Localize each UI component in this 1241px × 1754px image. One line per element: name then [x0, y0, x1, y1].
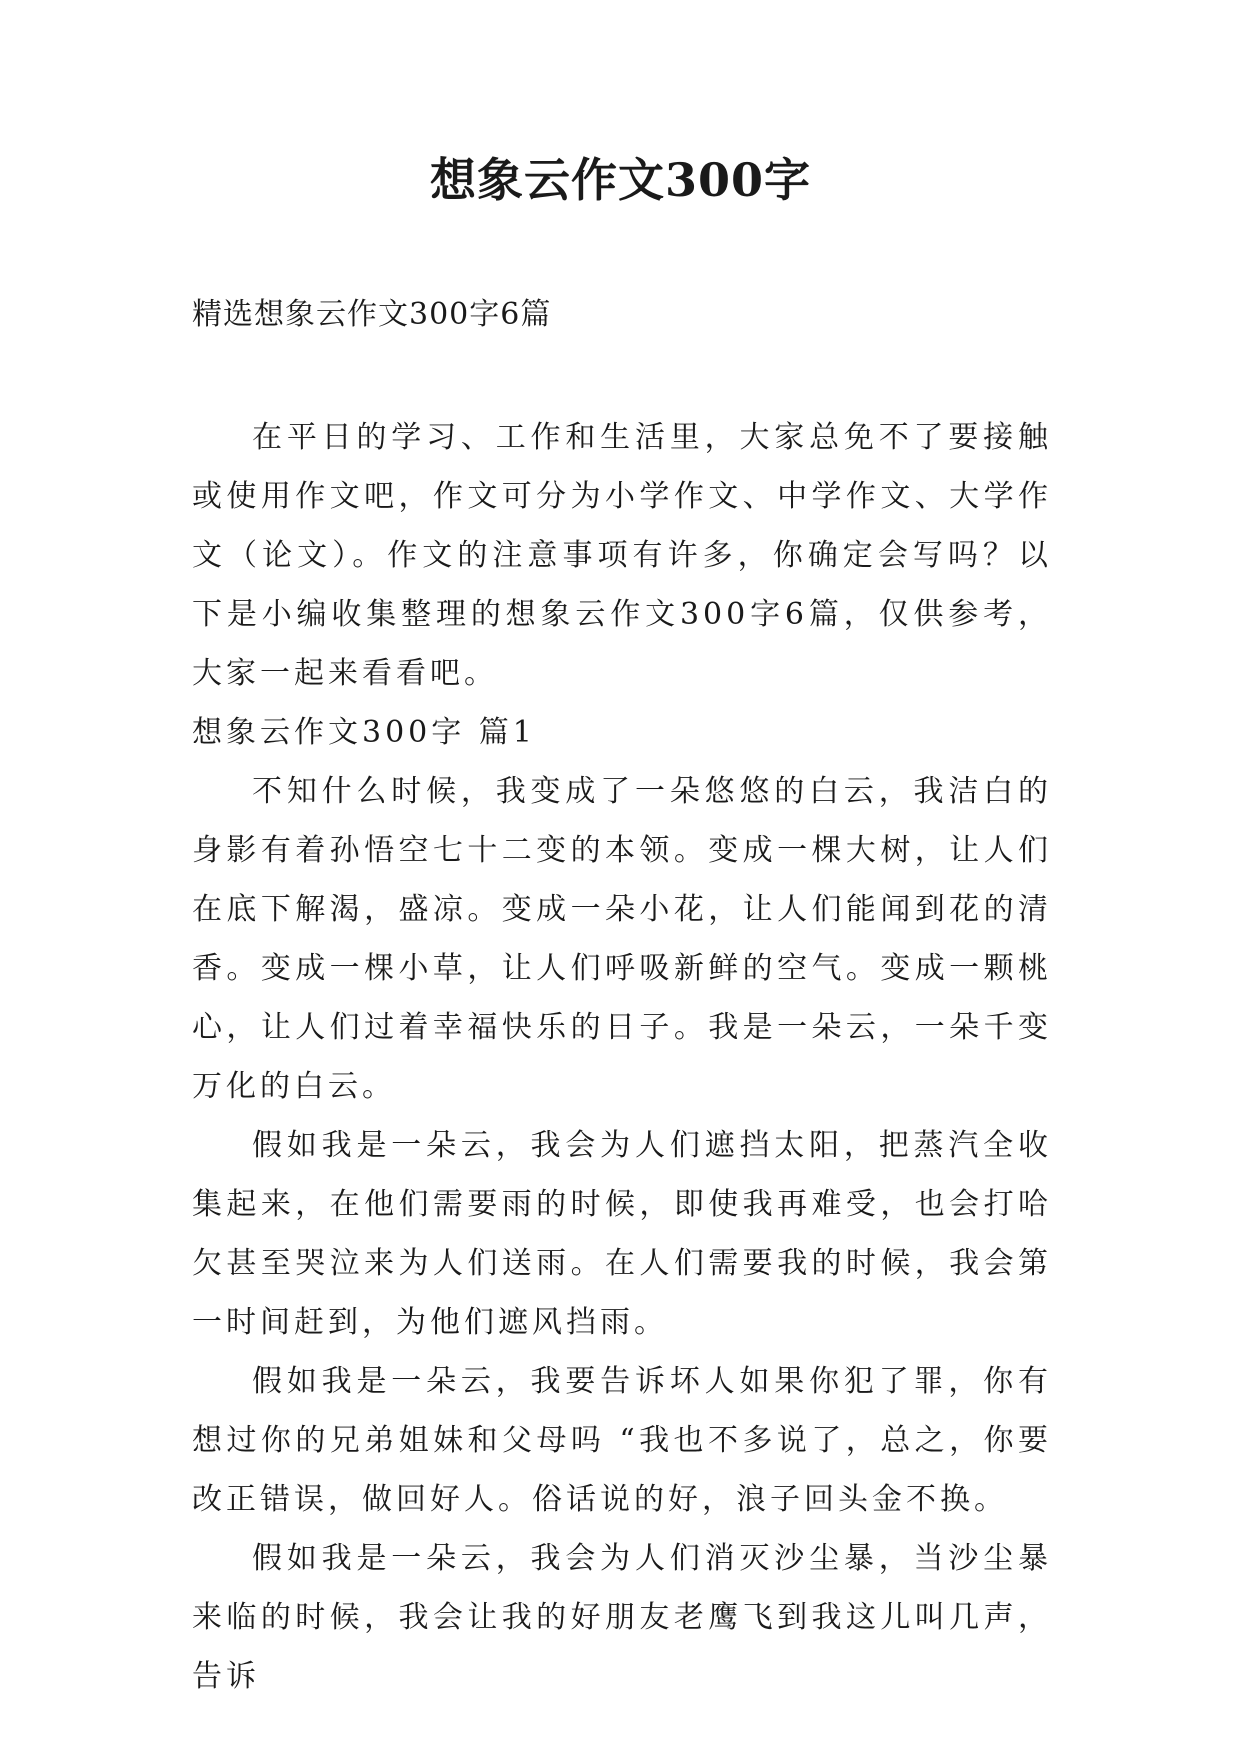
document-subtitle: 精选想象云作文300字6篇 — [192, 297, 552, 332]
intro-paragraph: 在平日的学习、工作和生活里，大家总免不了要接触或使用作文吧，作文可分为小学作文、中学作文、大学作文（论文）。作文的注意事项有许多，你确定会写吗？以下是小编收集整理的想象云作文300字6篇，仅供参考，大家一起来看看吧。 — [192, 420, 1052, 691]
section-heading: 想象云作文300字 篇1 — [192, 715, 536, 750]
body-paragraph-3: 假如我是一朵云，我要告诉坏人如果你犯了罪，你有想过你的兄弟姐妹和父母吗 “我也不多说了，总之，你要改正错误，做回好人。俗话说的好，浪子回头金不换。 — [192, 1364, 1052, 1517]
document-title: 想象云作文300字 — [429, 153, 812, 207]
document-body — [192, 408, 1052, 1706]
body-paragraph-4: 假如我是一朵云，我会为人们消灭沙尘暴，当沙尘暴来临的时候，我会让我的好朋友老鹰飞到我这儿叫几声，告诉 — [192, 1541, 1052, 1694]
body-paragraph-2: 假如我是一朵云，我会为人们遮挡太阳，把蒸汽全收集起来，在他们需要雨的时候，即使我再难受，也会打哈欠甚至哭泣来为人们送雨。在人们需要我的时候，我会第一时间赶到，为他们遮风挡雨。 — [192, 1128, 1052, 1340]
body-paragraph-1: 不知什么时候，我变成了一朵悠悠的白云，我洁白的身影有着孙悟空七十二变的本领。变成一棵大树，让人们在底下解渴，盛凉。变成一朵小花，让人们能闻到花的清香。变成一棵小草，让人们呼吸新鲜的空气。变成一颗桃心，让人们过着幸福快乐的日子。我是一朵云，一朵千变万化的白云。 — [192, 774, 1052, 1104]
